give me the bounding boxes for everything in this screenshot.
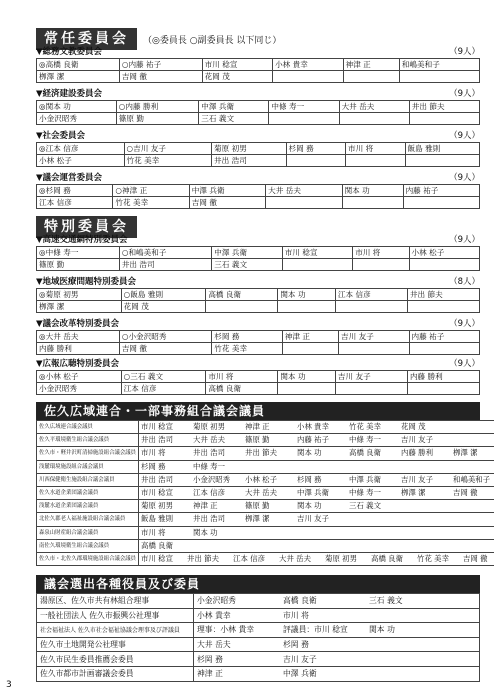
member-cell — [409, 259, 480, 271]
member-cell — [273, 71, 343, 83]
member-cell: 神津 正 — [343, 59, 399, 71]
committee-member-table — [36, 370, 480, 395]
member-cell: ○吉川 友子 — [124, 143, 212, 155]
member-cell: 吉岡 徹 — [119, 343, 211, 355]
member-row — [37, 71, 480, 83]
member-name: 花岡 茂 — [401, 422, 426, 432]
committee-member-table — [36, 142, 480, 167]
committee-member-table — [36, 330, 480, 355]
member-name: 菊原 初男 — [193, 422, 225, 432]
member-cell: 中澤 兵衛 — [212, 247, 282, 259]
member-name: 吉川 友子 — [297, 514, 329, 524]
committee-name: ▼議会改革特別委員会 — [36, 319, 120, 329]
member-cell — [407, 383, 479, 395]
member-name: 吉岡 徹 — [453, 488, 478, 498]
member-cell: 内藤 勝利 — [37, 343, 120, 355]
member-cell: ◎大井 岳夫 — [37, 331, 120, 343]
union-members — [139, 460, 494, 473]
organization-name: 佐久広域連合議会議員 — [37, 421, 139, 434]
member-cell: ○飯島 雅則 — [121, 289, 206, 301]
organization-name: 佐久市・軽井沢町清掃施設組合議会議員 — [37, 447, 139, 460]
member-cell: 吉川 友子 — [339, 331, 409, 343]
union-members — [139, 486, 494, 499]
member-cell: 井出 浩司 — [119, 259, 211, 271]
member-cell — [409, 343, 480, 355]
committee-count: （9人） — [449, 131, 480, 141]
union-row — [37, 460, 494, 473]
member-name: 高橋 良衛 — [349, 448, 381, 458]
member-name: 市川 将 — [283, 610, 309, 620]
union-members — [139, 473, 494, 486]
union-row — [37, 513, 494, 526]
member-cell — [282, 343, 338, 355]
member-name: 篠原 勤 — [245, 435, 270, 445]
member-cell: ◎杉岡 務 — [37, 185, 113, 197]
member-cell: 竹花 美幸 — [212, 343, 282, 355]
member-cell: 小林 貴幸 — [273, 59, 343, 71]
member-name: 栁澤 潔 — [401, 488, 426, 498]
member-name: 評議員：市川 稔宣 — [283, 625, 348, 635]
member-cell: 井出 節夫 — [409, 101, 479, 113]
elected-members — [194, 594, 480, 609]
member-cell: 小林 松子 — [37, 155, 125, 167]
section-note: （◎委員長 ○副委員長 以下同じ） — [143, 35, 282, 46]
organization-name: 佐久市都市計画審議会委員 — [37, 666, 194, 681]
committee-count: （9人） — [449, 89, 480, 99]
union-row — [37, 473, 494, 486]
committee-name: ▼高速交通網特別委員会 — [36, 235, 128, 245]
member-name: 神津 正 — [245, 422, 270, 432]
member-cell: 大井 岳夫 — [266, 185, 342, 197]
member-cell: 栁澤 潔 — [37, 301, 122, 313]
member-cell: 市川 稔宣 — [202, 59, 272, 71]
union-section-banner: 佐久広域連合・一部事務組合議会議員 — [36, 402, 480, 420]
member-name: 高橋 良衛 — [283, 596, 317, 606]
section-title: 特別委員会 — [36, 216, 137, 238]
member-row — [37, 113, 480, 125]
member-name: 吉川 友子 — [283, 654, 317, 664]
union-row — [37, 486, 494, 499]
member-name: 飯島 雅則 — [141, 514, 173, 524]
member-name: 関本 功 — [297, 501, 322, 511]
organization-name: 川西保健衛生施設組合議会議員 — [37, 473, 139, 486]
member-cell — [339, 113, 409, 125]
member-name: 吉川 友子 — [401, 474, 433, 484]
member-cell: ◎江本 信彦 — [37, 143, 125, 155]
member-row — [37, 289, 480, 301]
committee-name: ▼広報広聴特別委員会 — [36, 359, 120, 369]
member-row — [37, 247, 480, 259]
member-name: 三石 義文 — [369, 596, 403, 606]
member-cell: 市川 将 — [346, 143, 406, 155]
union-row — [37, 500, 494, 513]
member-name: 神津 正 — [197, 669, 223, 679]
member-cell — [278, 301, 336, 313]
member-name: 井出 浩司 — [193, 514, 225, 524]
member-cell — [339, 343, 409, 355]
member-row — [37, 101, 480, 113]
committee-member-table — [36, 184, 480, 209]
member-cell: 江本 信彦 — [335, 289, 407, 301]
member-name: 杉岡 務 — [141, 461, 166, 471]
committee-name: ▼総務文教委員会 — [36, 47, 103, 57]
organization-name: 一般社団法人 佐久市振興公社理事 — [37, 608, 194, 623]
elected-members — [194, 637, 480, 652]
member-name: 中澤 兵衛 — [297, 488, 329, 498]
union-row — [37, 552, 494, 565]
member-name: 内藤 勝利 — [401, 448, 433, 458]
committee-name: ▼議会運営委員会 — [36, 173, 103, 183]
member-row — [37, 59, 480, 71]
member-cell: ◎中條 寿一 — [37, 247, 120, 259]
committee-heading — [36, 318, 480, 329]
member-cell: 竹花 美幸 — [113, 197, 189, 209]
member-name: 杉岡 務 — [283, 640, 309, 650]
member-name: 関本 功 — [369, 625, 395, 635]
member-row — [37, 197, 480, 209]
member-cell: 内藤 祐子 — [409, 331, 480, 343]
organization-name: 社会福祉法人 佐久市社会福祉協議会理事及び評議員 — [37, 623, 194, 638]
member-cell: 花岡 茂 — [202, 71, 272, 83]
committee-name: ▼地域医療問題特別委員会 — [36, 277, 137, 287]
member-cell: 関本 功 — [342, 185, 403, 197]
member-cell: ◎菊原 初男 — [37, 289, 122, 301]
elected-row — [37, 623, 480, 638]
member-cell: 竹花 美幸 — [124, 155, 212, 167]
member-cell: 高橋 良衛 — [206, 289, 278, 301]
committee-heading — [36, 358, 480, 369]
member-name: 中條 寿一 — [349, 488, 381, 498]
organization-name: 佐久平環境衛生組合議会議員 — [37, 434, 139, 447]
member-name: 井出 節夫 — [187, 553, 219, 563]
member-name: 竹花 美幸 — [349, 422, 381, 432]
member-cell: 栁澤 潔 — [37, 71, 120, 83]
organization-name: 佐久市民生委員推薦会委員 — [37, 652, 194, 667]
union-row — [37, 434, 494, 447]
union-members — [139, 513, 494, 526]
member-row — [37, 155, 480, 167]
member-cell — [409, 113, 479, 125]
member-name: 井出 浩司 — [193, 448, 225, 458]
member-cell: 市川 将 — [206, 371, 278, 383]
elected-members — [194, 666, 480, 681]
member-cell: ◎関本 功 — [37, 101, 117, 113]
member-cell — [403, 197, 479, 209]
committee-count: （9人） — [449, 173, 480, 183]
member-name: 三石 義文 — [349, 501, 381, 511]
member-cell: 三石 義文 — [199, 113, 269, 125]
union-row — [37, 539, 494, 552]
member-name: 高橋 良衛 — [371, 553, 403, 563]
union-row — [37, 526, 494, 539]
member-cell: 高橋 良衛 — [206, 383, 278, 395]
member-name: 井出 浩司 — [141, 474, 173, 484]
member-cell: 吉岡 徹 — [119, 71, 202, 83]
member-cell: 市川 稔宣 — [282, 247, 352, 259]
member-name: 菊原 初男 — [325, 553, 357, 563]
member-cell: 篠原 勤 — [116, 113, 198, 125]
union-row — [37, 447, 494, 460]
member-cell: 三石 義文 — [212, 259, 282, 271]
union-members — [139, 500, 494, 513]
member-name: 和嶋美和子 — [453, 474, 491, 484]
member-name: 井出 節夫 — [245, 448, 277, 458]
elected-row — [37, 594, 480, 609]
member-cell: 杉岡 務 — [286, 143, 346, 155]
member-name: 小林 貴幸 — [297, 422, 329, 432]
member-row — [37, 143, 480, 155]
committee-heading — [36, 234, 480, 245]
member-name: 中澤 兵衛 — [283, 669, 317, 679]
member-name: 関本 功 — [193, 527, 218, 537]
member-cell — [206, 301, 278, 313]
member-cell — [342, 197, 403, 209]
member-name: 神津 正 — [193, 501, 218, 511]
member-name: 杉岡 務 — [197, 654, 223, 664]
member-cell — [346, 155, 406, 167]
member-cell: 菊原 初男 — [212, 143, 286, 155]
page-number: 3 — [6, 680, 12, 690]
member-cell: 杉岡 務 — [212, 331, 282, 343]
elected-row — [37, 666, 480, 681]
organization-name: 浅麓水道企業団議会議員 — [37, 500, 139, 513]
member-row — [37, 259, 480, 271]
committee-count: （9人） — [449, 359, 480, 369]
member-cell — [286, 155, 346, 167]
member-name: 市川 将 — [141, 448, 166, 458]
committee-heading — [36, 88, 480, 99]
member-cell: 中澤 兵衛 — [199, 101, 269, 113]
committee-member-table — [36, 58, 480, 83]
member-name: 江本 信彦 — [233, 553, 265, 563]
member-cell — [278, 383, 336, 395]
member-name: 市川 稔宣 — [141, 553, 173, 563]
member-name: 小林 貴幸 — [197, 610, 231, 620]
organization-name: 佐久市・北佐久郡環境施設組合議会議員 — [37, 552, 139, 565]
member-name: 内藤 祐子 — [297, 435, 329, 445]
member-cell: 花岡 茂 — [121, 301, 206, 313]
elected-members — [194, 608, 480, 623]
member-cell: 飯島 雅則 — [405, 143, 480, 155]
section-title: 常任委員会 — [36, 28, 137, 50]
committee-name: ▼社会委員会 — [36, 131, 86, 141]
organization-name: 南佐久環境衛生組合議会議員 — [37, 539, 139, 552]
member-name: 吉川 友子 — [401, 435, 433, 445]
organization-name: 湯原区、佐久市共有林組合理事 — [37, 594, 194, 609]
member-name: 中條 寿一 — [349, 435, 381, 445]
member-name: 市川 稔宣 — [141, 422, 173, 432]
member-name: 大井 岳夫 — [245, 488, 277, 498]
member-name: 小金沢昭秀 — [193, 474, 231, 484]
union-members — [139, 526, 494, 539]
member-cell — [282, 259, 352, 271]
union-members — [139, 434, 494, 447]
organization-name: 佐久市土地開発公社理事 — [37, 637, 194, 652]
union-members — [139, 539, 494, 552]
member-cell — [266, 197, 342, 209]
member-cell: 関本 功 — [278, 289, 336, 301]
member-cell: ○小金沢昭秀 — [119, 331, 211, 343]
member-name: 杉岡 務 — [297, 474, 322, 484]
member-name: 理事：小林 貴幸 — [197, 625, 255, 635]
member-cell: 小林 松子 — [409, 247, 480, 259]
member-cell — [399, 71, 479, 83]
member-row — [37, 343, 480, 355]
member-name: 篠原 勤 — [245, 501, 270, 511]
committee-member-table — [36, 246, 480, 271]
member-cell: 中澤 兵衛 — [189, 185, 265, 197]
member-cell: 井出 節夫 — [407, 289, 479, 301]
member-name: 中條 寿一 — [193, 461, 225, 471]
member-name: 小林 松子 — [245, 474, 277, 484]
organization-name: 浅麓環境施設組合議会議員 — [37, 460, 139, 473]
elected-row — [37, 637, 480, 652]
organization-name: 北佐久郡老人福祉施設組合議会議員 — [37, 513, 139, 526]
member-cell: 吉川 友子 — [335, 371, 407, 383]
member-cell: ◎小林 松子 — [37, 371, 122, 383]
member-name: 関本 功 — [297, 448, 322, 458]
member-cell: ○内藤 祐子 — [119, 59, 202, 71]
member-cell: ○三石 義文 — [121, 371, 206, 383]
member-name: 大井 岳夫 — [193, 435, 225, 445]
union-members — [139, 552, 494, 565]
member-cell: 市川 将 — [353, 247, 409, 259]
member-name: 小金沢昭秀 — [197, 596, 236, 606]
member-name: 竹花 美幸 — [417, 553, 449, 563]
elected-row — [37, 608, 480, 623]
committee-count: （8人） — [449, 277, 480, 287]
member-name: 井出 浩司 — [141, 435, 173, 445]
member-name: 市川 稔宣 — [141, 488, 173, 498]
member-cell — [269, 113, 339, 125]
member-cell: 和嶋美和子 — [399, 59, 479, 71]
member-name: 大井 岳夫 — [279, 553, 311, 563]
organization-name: 佐久水道企業団議会議員 — [37, 486, 139, 499]
member-cell: 吉岡 徹 — [189, 197, 265, 209]
committee-heading — [36, 276, 480, 287]
member-cell: 中條 寿一 — [269, 101, 339, 113]
committee-member-table — [36, 288, 480, 313]
committee-heading — [36, 130, 480, 141]
member-row — [37, 331, 480, 343]
committee-count: （9人） — [449, 319, 480, 329]
member-cell — [335, 383, 407, 395]
member-name: 市川 将 — [141, 527, 166, 537]
member-cell: ○神津 正 — [113, 185, 189, 197]
member-name: 高橋 良衛 — [141, 540, 173, 550]
committee-heading — [36, 46, 480, 57]
member-cell: ○内藤 勝利 — [116, 101, 198, 113]
committee-member-table — [36, 100, 480, 125]
elected-member-table — [36, 593, 480, 682]
union-member-table — [36, 420, 494, 566]
member-cell: 江本 信彦 — [37, 197, 113, 209]
member-row — [37, 301, 480, 313]
member-name: 栁澤 潔 — [453, 448, 478, 458]
member-cell: 内藤 祐子 — [403, 185, 479, 197]
member-cell: 神津 正 — [282, 331, 338, 343]
union-members — [139, 421, 494, 434]
member-name: 栁澤 潔 — [245, 514, 270, 524]
elected-row — [37, 652, 480, 667]
member-cell: 内藤 勝利 — [407, 371, 479, 383]
member-cell: ◎高橋 良衛 — [37, 59, 120, 71]
organization-name: 森泉山財産組合議会議員 — [37, 526, 139, 539]
member-cell: 江本 信彦 — [121, 383, 206, 395]
committee-count: （9人） — [449, 235, 480, 245]
committee-name: ▼経済建設委員会 — [36, 89, 103, 99]
member-cell: 井出 浩司 — [212, 155, 286, 167]
member-row — [37, 383, 480, 395]
committee-heading — [36, 172, 480, 183]
member-cell: ○和嶋美和子 — [119, 247, 211, 259]
member-cell: 関本 功 — [278, 371, 336, 383]
committee-count: （9人） — [449, 47, 480, 57]
member-name: 中澤 兵衛 — [349, 474, 381, 484]
member-cell: 小金沢昭秀 — [37, 113, 117, 125]
member-name: 大井 岳夫 — [197, 640, 231, 650]
elected-members — [194, 652, 480, 667]
elected-members — [194, 623, 480, 638]
member-row — [37, 371, 480, 383]
member-cell: 大井 岳夫 — [339, 101, 409, 113]
member-name: 吉岡 徹 — [463, 553, 488, 563]
member-name: 菊原 初男 — [141, 501, 173, 511]
member-cell: 小金沢昭秀 — [37, 383, 122, 395]
member-cell — [407, 301, 479, 313]
member-cell — [405, 155, 480, 167]
member-cell — [343, 71, 399, 83]
elected-section-banner: 議会選出各種役員及び委員 — [36, 575, 480, 593]
union-row — [37, 421, 494, 434]
union-members — [139, 447, 494, 460]
member-name: 江本 信彦 — [193, 488, 225, 498]
member-cell — [353, 259, 409, 271]
member-cell: 篠原 勤 — [37, 259, 120, 271]
member-cell — [335, 301, 407, 313]
member-row — [37, 185, 480, 197]
